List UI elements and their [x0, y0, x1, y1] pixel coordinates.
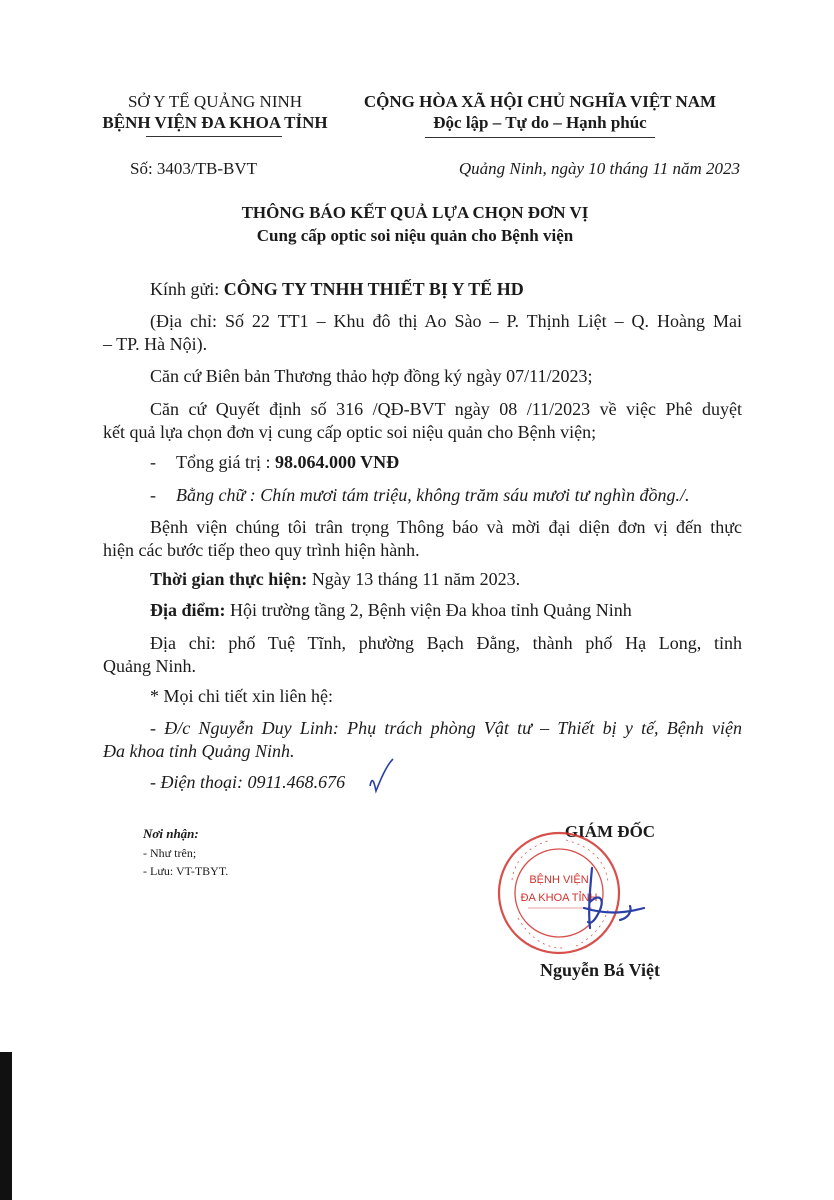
- location-line: [150, 600, 744, 621]
- amount-in-words: Bằng chữ : Chín mươi tám triệu, không trăm sáu mươi tư nghìn đồng./.: [176, 485, 690, 505]
- basis-line-2b: kết quả lựa chọn đơn vị cung cấp optic soi niệu quản cho Bệnh viện;: [103, 422, 597, 442]
- hospital-name: BỆNH VIỆN ĐA KHOA TỈNH: [102, 113, 328, 132]
- location-label: Địa điểm:: [150, 600, 226, 620]
- agency-name: SỞ Y TẾ QUẢNG NINH: [127, 92, 303, 111]
- contact-person-line2: Đa khoa tỉnh Quảng Ninh.: [103, 741, 295, 761]
- contact-intro: * Mọi chi tiết xin liên hệ:: [150, 686, 333, 706]
- recipients-heading: Nơi nhận:: [143, 826, 199, 841]
- recipient-item: - Lưu: VT-TBYT.: [143, 864, 229, 878]
- recipient-name: CÔNG TY TNHH THIẾT BỊ Y TẾ HD: [223, 279, 524, 299]
- contact-phone: - Điện thoại: 0911.468.676: [150, 772, 346, 792]
- recipient-item: - Như trên;: [143, 846, 197, 860]
- initial-mark: [366, 756, 396, 796]
- location-address-line1: Địa chỉ: phố Tuệ Tĩnh, phường Bạch Đằng, thành phố Hạ Long, tỉnh: [150, 633, 742, 653]
- amount-in-words-bullet: - Bằng chữ : Chín mươi tám triệu, không trăm sáu mươi tư nghìn đồng./.: [150, 485, 690, 505]
- notice-line-2: hiện các bước tiếp theo quy trình hiện hành.: [103, 540, 420, 560]
- country-name: CỘNG HÒA XÃ HỘI CHỦ NGHĨA VIỆT NAM: [363, 92, 717, 111]
- recipient-address-line2: – TP. Hà Nội).: [103, 334, 208, 354]
- handwritten-signature: [560, 862, 660, 942]
- scan-edge-bar: [0, 1052, 12, 1200]
- signatory-title: GIÁM ĐỐC: [564, 822, 656, 841]
- motto: Độc lập – Tự do – Hạnh phúc: [433, 113, 647, 132]
- recipient-prefix: Kính gửi:: [150, 279, 224, 299]
- motto-underline: [425, 137, 655, 138]
- recipient-line: [150, 279, 744, 300]
- place-date: Quảng Ninh, ngày 10 tháng 11 năm 2023: [458, 159, 740, 178]
- signatory-name: Nguyễn Bá Việt: [539, 960, 660, 980]
- total-value-label: Tổng giá trị :: [176, 452, 275, 472]
- time-value: Ngày 13 tháng 11 năm 2023.: [307, 569, 521, 589]
- stamp-text-line1: BỆNH VIỆN: [529, 874, 589, 886]
- basis-line-2a: Căn cứ Quyết định số 316 /QĐ-BVT ngày 08 /11/2023 về việc Phê duyệt: [150, 399, 742, 419]
- stamp-text-line2: ĐA KHOA TỈNH: [520, 892, 598, 904]
- location-address-line2: Quảng Ninh.: [103, 656, 196, 676]
- recipient-address-line1: (Địa chỉ: Số 22 TT1 – Khu đô thị Ao Sào – P. Thịnh Liệt – Q. Hoàng Mai: [150, 311, 742, 331]
- basis-line-1: Căn cứ Biên bản Thương thảo hợp đồng ký ngày 07/11/2023;: [150, 366, 593, 386]
- time-label: Thời gian thực hiện:: [150, 569, 308, 589]
- document-subtitle: Cung cấp optic soi niệu quản cho Bệnh viện: [256, 226, 574, 245]
- location-value: Hội trường tầng 2, Bệnh viện Đa khoa tỉnh Quảng Ninh: [225, 600, 632, 620]
- total-value-amount: 98.064.000 VNĐ: [274, 452, 400, 472]
- document-title: THÔNG BÁO KẾT QUẢ LỰA CHỌN ĐƠN VỊ: [241, 203, 589, 222]
- header-left-underline: [146, 136, 282, 137]
- document-number: Số: 3403/TB-BVT: [130, 159, 258, 178]
- notice-line-1: Bệnh viện chúng tôi trân trọng Thông báo và mời đại diện đơn vị đến thực: [150, 517, 742, 537]
- total-value-bullet: - Tổng giá trị : 98.064.000 VNĐ: [150, 452, 400, 472]
- time-line: [150, 569, 744, 590]
- contact-person-line1: - Đ/c Nguyễn Duy Linh: Phụ trách phòng Vật tư – Thiết bị y tế, Bệnh viện: [150, 718, 742, 738]
